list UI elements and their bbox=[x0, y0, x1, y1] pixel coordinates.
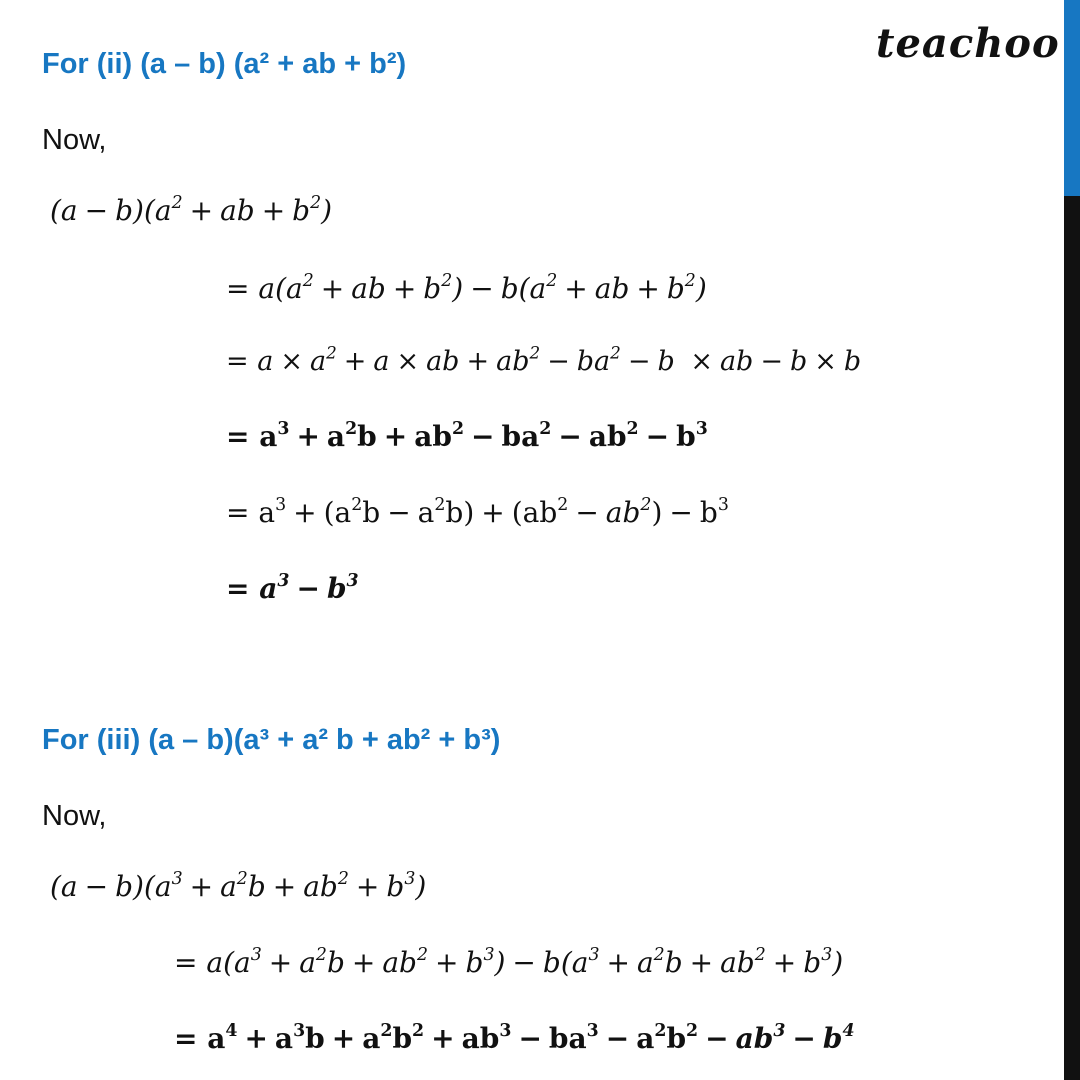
scrollbar-thumb[interactable] bbox=[1064, 0, 1080, 196]
section-ii-line-1: $(a - b)(a^2$ + ab + $b^2$) bbox=[50, 192, 333, 227]
section-ii-line-2: = $a(a^2$ + ab + $b^2) - b(a^2$ + ab + $b^2$) bbox=[226, 270, 707, 305]
section-ii-line-5: = $a^3 + (a^2b - a^2b) + (ab^2 - ab^2) - b^3$ bbox=[226, 494, 729, 529]
section-ii-now: Now, bbox=[42, 124, 107, 156]
section-iii-line-2: = $a(a^3 + a^2b + ab^2 + b^3) - b(a^3 + a^2b + ab^2 + b^3)$ bbox=[174, 944, 844, 979]
section-ii-line-6: = $a^3 - b^3$ bbox=[226, 570, 359, 605]
section-ii-line-3: = $a \times a^2 + a$ × ab + $ab^2 - ba^2 - b$ × ab − b × b bbox=[226, 342, 862, 377]
section-iii-line-1: $(a - b)(a^3 + a^2b + ab^2 + b^3)$ bbox=[50, 868, 427, 903]
section-ii-line-4: = $a^3 + a^2b + ab^2 - ba^2 - ab^2 - b^3$ bbox=[226, 418, 708, 453]
section-ii-heading: For (ii) (a – b) (a² + ab + b²) bbox=[42, 48, 407, 80]
teachoo-logo: teachoo bbox=[876, 20, 1060, 67]
section-iii-heading: For (iii) (a – b)(a³ + a² b + ab² + b³) bbox=[42, 724, 501, 756]
section-iii-line-3: = $a^4 + a^3b + a^2b^2 + ab^3 - ba^3 - a^2b^2 - ab^3 - b^4$ bbox=[174, 1020, 855, 1055]
section-iii-now: Now, bbox=[42, 800, 107, 832]
